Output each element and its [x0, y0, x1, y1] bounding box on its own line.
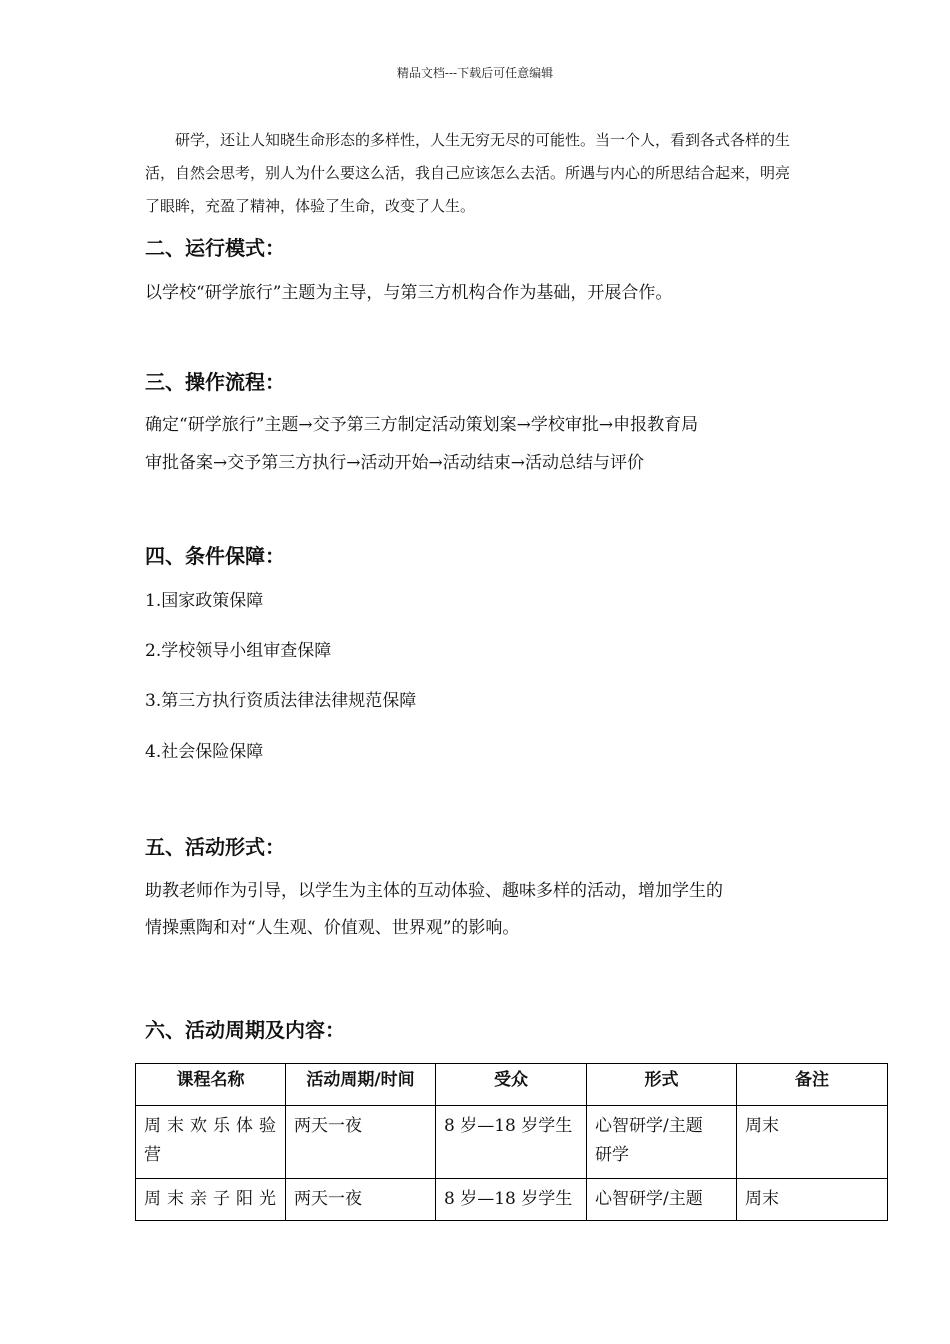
section-5-line-1: 助教老师作为引导，以学生为主体的互动体验、趣味多样的活动，增加学生的: [145, 881, 723, 901]
section-3-line-1: 确定“研学旅行”主题→交予第三方制定活动策划案→学校审批→申报教育局: [145, 415, 699, 435]
page-header: 精品文档---下载后可任意编辑: [396, 66, 554, 80]
course-name-line-2: 营: [144, 1145, 161, 1165]
section-5-line-2: 情操熏陶和对“人生观、价值观、世界观”的影响。: [145, 918, 520, 938]
activity-schedule-table: [135, 1063, 888, 1221]
cell-period: 两天一夜: [286, 1179, 436, 1221]
table-row: [136, 1179, 888, 1221]
table-row: [136, 1106, 888, 1179]
section-3-line-2: 审批备案→交予第三方执行→活动开始→活动结束→活动总结与评价: [145, 453, 644, 473]
form-line-2: 研学: [595, 1145, 629, 1165]
guarantee-item: 4.社会保险保障: [145, 742, 264, 762]
guarantee-item: 3.第三方执行资质法律法律规范保障: [145, 691, 417, 711]
form-line-1: 心智研学/主题: [595, 1116, 703, 1136]
cell-form: [587, 1106, 737, 1179]
section-2-body: 以学校“研学旅行”主题为主导，与第三方机构合作为基础，开展合作。: [145, 283, 673, 303]
header-course-name: 课程名称: [136, 1064, 286, 1106]
table-header-row: [136, 1064, 888, 1106]
course-name-line-1: 周末欢乐体验: [144, 1116, 277, 1136]
intro-paragraph: 研学，还让人知晓生命形态的多样性，人生无穷无尽的可能性。当一个人，看到各式各样的生活，自然会思考，别人为什么要这么活，我自己应该怎么去活。所遇与内心的所思结合起来，明亮了眼眸，充盈了精神，体验了生命，改变了人生。: [145, 131, 791, 215]
section-6-heading: 六、活动周期及内容：: [145, 1018, 345, 1042]
section-3-heading: 三、操作流程：: [145, 370, 285, 394]
cell-audience: 8 岁—18 岁学生: [436, 1106, 587, 1179]
cell-course-name: [136, 1106, 286, 1179]
header-audience: 受众: [436, 1064, 587, 1106]
section-2-heading: 二、运行模式：: [145, 236, 285, 260]
cell-note: 周末: [737, 1179, 888, 1221]
guarantee-item: 1.国家政策保障: [145, 591, 264, 611]
section-5-heading: 五、活动形式：: [145, 835, 285, 859]
cell-audience: 8 岁—18 岁学生: [436, 1179, 587, 1221]
cell-note: 周末: [737, 1106, 888, 1179]
header-period: 活动周期/时间: [286, 1064, 436, 1106]
guarantee-item: 2.学校领导小组审查保障: [145, 641, 332, 661]
header-note: 备注: [737, 1064, 888, 1106]
cell-period: 两天一夜: [286, 1106, 436, 1179]
section-4-heading: 四、条件保障：: [145, 544, 285, 568]
cell-course-name: [136, 1179, 286, 1221]
course-name-line-1: 周末亲子阳光: [144, 1189, 277, 1209]
header-form: 形式: [587, 1064, 737, 1106]
cell-form: 心智研学/主题: [587, 1179, 737, 1221]
